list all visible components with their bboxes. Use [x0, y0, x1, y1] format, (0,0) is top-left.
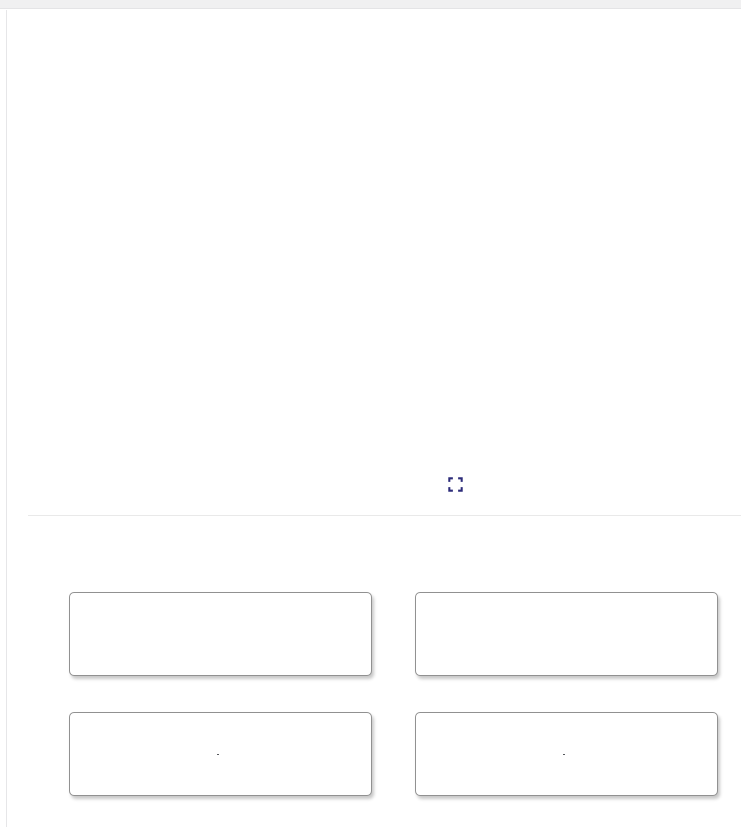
answer-option-1-13-hours-per-dollar[interactable]: [69, 712, 372, 796]
chart-figure: [30, 60, 470, 480]
expand-icon: [448, 477, 463, 492]
line-chart: [30, 60, 470, 480]
answer-option-2-5-hours-per-dollar[interactable]: [415, 712, 718, 796]
answer-option-3-dollars-per-hour[interactable]: [415, 592, 718, 676]
fraction-denominator: [217, 754, 219, 755]
section-divider: [28, 515, 741, 516]
top-strip: [0, 0, 741, 9]
answer-option-13-dollars-per-hour[interactable]: [69, 592, 372, 676]
answer-fraction: [563, 754, 565, 755]
answer-fraction: [217, 754, 219, 755]
fraction-denominator: [563, 754, 565, 755]
left-border-line: [6, 10, 7, 827]
fullscreen-button[interactable]: [444, 473, 466, 495]
